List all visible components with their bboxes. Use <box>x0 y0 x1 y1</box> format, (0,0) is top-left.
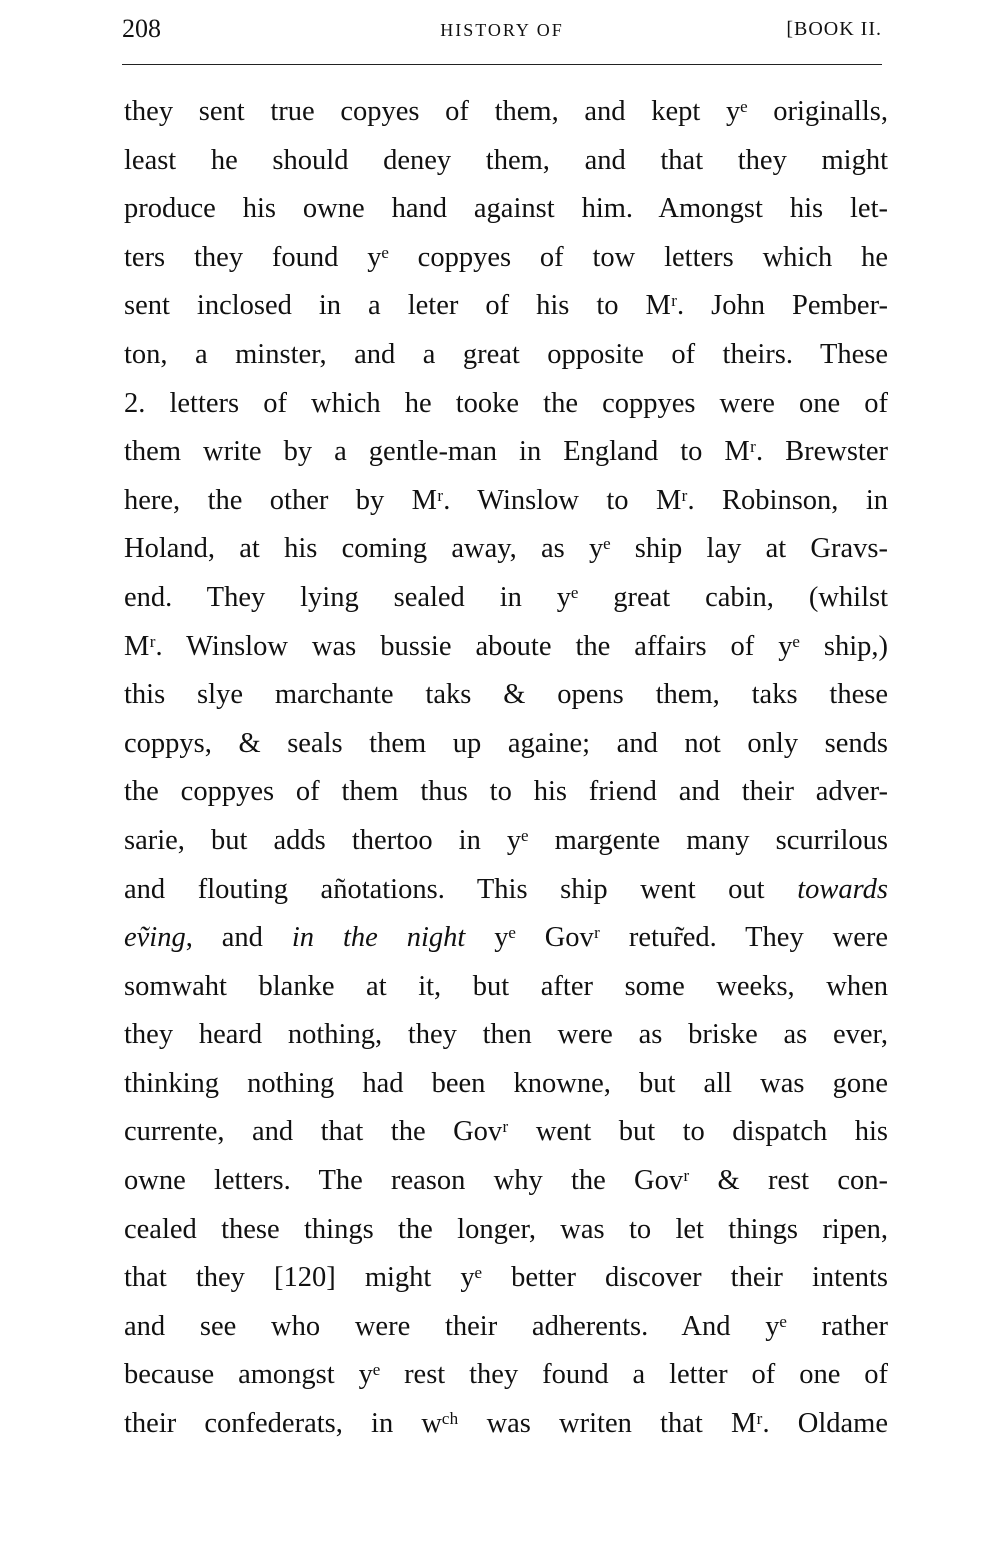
text-line: they sent true copyes of them, and kept yᵉ originalls, <box>124 96 888 127</box>
text-line: their confederats, in wᶜʰ was writen that Mʳ. Oldame <box>124 1408 888 1440</box>
text-line: cealed these things the longer, was to let things ripen, <box>124 1213 888 1245</box>
running-header <box>122 10 882 50</box>
text-line: thinking nothing had been knowne, but all was gone <box>124 1067 888 1099</box>
text-line: Mʳ. Winslow was bussie aboute the affairs of yᵉ ship,) <box>124 630 888 662</box>
text-line: least he should deney them, and that they might <box>124 144 888 176</box>
italic-text: in the night <box>291 922 466 954</box>
text-line: and see who were their adherents. And yᵉ rather <box>124 1310 888 1342</box>
text-line: them write by a gentle-man in England to Mʳ. Brewster <box>124 436 888 468</box>
italic-text: eṽing <box>124 922 186 954</box>
text-line: coppys, & seals them up againe; and not only sends <box>124 727 888 759</box>
page-number: 208 <box>122 14 161 43</box>
text-line: they heard nothing, they then were as briske as ever, <box>124 1019 888 1051</box>
text-line: the coppyes of them thus to his friend and their adver- <box>124 776 888 808</box>
text-line: this slye marchante taks & opens them, taks these <box>124 679 888 711</box>
italic-text: towards <box>797 873 888 905</box>
text-line: that they [120] might yᵉ better discover their intents <box>124 1262 888 1294</box>
text-line: ton, a minster, and a great opposite of theirs. These <box>124 338 888 370</box>
text-line: ters they found yᵉ coppyes of tow letters which he <box>124 241 888 273</box>
text-line: produce his owne hand against him. Amongst his let- <box>124 193 888 225</box>
text-line: owne letters. The reason why the Govʳ & rest con- <box>124 1165 888 1197</box>
text-segment: yᵉ Govʳ retur̃ed. They were <box>465 922 889 954</box>
text-line <box>124 866 888 915</box>
text-line: somwaht blanke at it, but after some weeks, when <box>124 970 888 1002</box>
text-line: Holand, at his coming away, as yᵉ ship lay at Gravs- <box>124 533 888 565</box>
running-title: HISTORY OF <box>440 20 564 40</box>
text-line: end. They lying sealed in yᵉ great cabin, (whilst <box>124 581 888 613</box>
text-line: currente, and that the Govʳ went but to dispatch his <box>124 1116 888 1148</box>
text-line <box>124 914 888 963</box>
header-rule <box>122 64 882 65</box>
book-reference: [BOOK II. <box>786 18 882 40</box>
text-segment: , and <box>185 922 292 954</box>
text-segment: and flouting añotations. This ship went out <box>124 873 798 905</box>
text-line: 2. letters of which he tooke the coppyes were one of <box>124 387 888 419</box>
text-line: sarie, but adds thertoo in yᵉ margente many scurrilous <box>124 824 888 856</box>
text-line: here, the other by Mʳ. Winslow to Mʳ. Robinson, in <box>124 484 888 516</box>
text-line: because amongst yᵉ rest they found a letter of one of <box>124 1359 888 1391</box>
text-body <box>124 88 888 1449</box>
text-line: sent inclosed in a leter of his to Mʳ. John Pember- <box>124 290 888 322</box>
